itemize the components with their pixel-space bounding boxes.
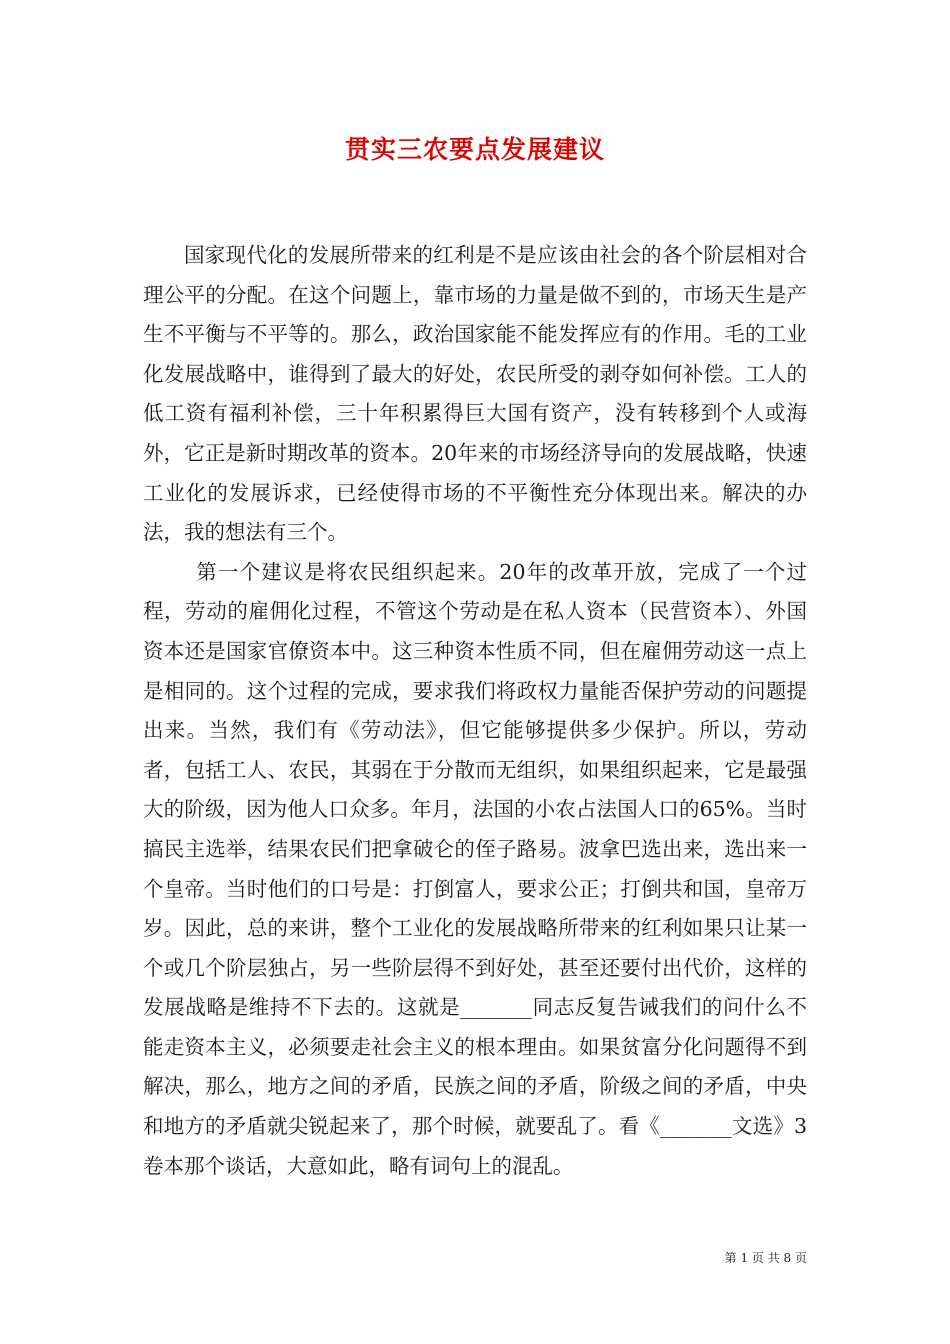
document-body [143, 236, 807, 1186]
paragraph-2: 第一个建议是将农民组织起来。20年的改革开放，完成了一个过程，劳动的雇佣化过程，不管这个劳动是在私人资本（民营资本）、外国资本还是国家官僚资本中。这三种资本性质不同，但在雇佣劳动这一点上是相同的。这个过程的完成，要求我们将政权力量能否保护劳动的问题提出来。当然，我们有《劳动法》，但它能够提供多少保护。所以，劳动者，包括工人、农民，其弱在于分散而无组织，如果组织起来，它是最强大的阶级，因为他人口众多。年月，法国的小农占法国人口的65%。当时搞民主选举，结果农民们把拿破仑的侄子路易。波拿巴选出来，选出来一个皇帝。当时他们的口号是：打倒富人，要求公正；打倒共和国，皇帝万岁。因此，总的来讲，整个工业化的发展战略所带来的红利如果只让某一个或几个阶层独占，另一些阶层得不到好处，甚至还要付出代价，这样的发展战略是维持不下去的。这就是_______同志反复告诫我们的问什么不能走资本主义，必须要走社会主义的根本理由。如果贫富分化问题得不到解决，那么，地方之间的矛盾，民族之间的矛盾，阶级之间的矛盾，中央和地方的矛盾就尖锐起来了，那个时候，就要乱了。看《_______文选》3卷本那个谈话，大意如此，略有词句上的混乱。 [143, 559, 807, 1178]
document-title: 贯实三农要点发展建议 [344, 135, 605, 164]
page-number: 第 1 页 共 8 页 [724, 1251, 807, 1265]
paragraph-1: 国家现代化的发展所带来的红利是不是应该由社会的各个阶层相对合理公平的分配。在这个问题上，靠市场的力量是做不到的，市场天生是产生不平衡与不平等的。那么，政治国家能不能发挥应有的作用。毛的工业化发展战略中，谁得到了最大的好处，农民所受的剥夺如何补偿。工人的低工资有福利补偿，三十年积累得巨大国有资产，没有转移到个人或海外，它正是新时期改革的资本。20年来的市场经济导向的发展战略，快速工业化的发展诉求，已经使得市场的不平衡性充分体现出来。解决的办法，我的想法有三个。 [143, 243, 807, 545]
